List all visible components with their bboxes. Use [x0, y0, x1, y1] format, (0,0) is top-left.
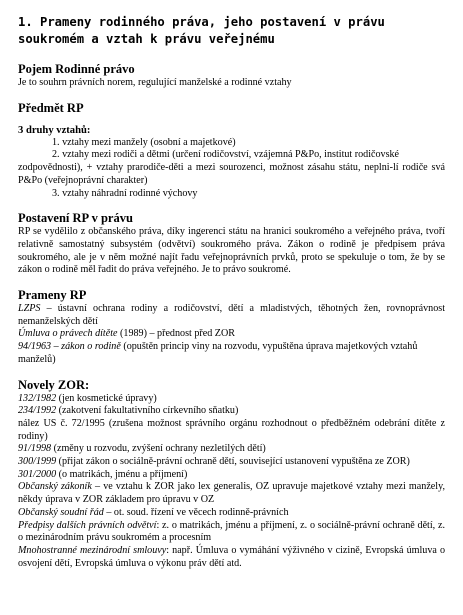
- section-heading: Pojem Rodinné právo: [18, 62, 135, 76]
- amendment-item: [18, 443, 445, 456]
- source-desc: (opuštěn princip viny na rozvodu, vypuštěna úprava majetkových vztahů manželů): [18, 341, 418, 365]
- list-item: 3. vztahy náhradní rodinné výchovy: [52, 187, 198, 199]
- amendment-desc: (přijat zákon o sociálně-právní ochraně dětí, související ustanovení vypuštěna ze ZOR): [56, 456, 410, 468]
- source-name: LZPS: [18, 303, 41, 315]
- section-prameny: [18, 287, 445, 367]
- amendment-item: [18, 520, 445, 545]
- subheading: 3 druhy vztahů:: [18, 124, 91, 136]
- section-heading: Novely ZOR:: [18, 377, 90, 392]
- source-name: Úmluva o právech dítěte: [18, 328, 118, 340]
- amendment-item: [18, 481, 445, 506]
- paragraph: RP se vydělilo z občanského práva, díky ingerenci státu na hranici soukromého a veřejného práva, tvoří relativně samostatný subsystém (odvětví) soukromého práva. Zákon o rodině je předpisem práva soukromého, ale je v něm možné najít řadu veřejnoprávních prvků, proto se spekuluje o tom, že by se zákon o rodině měl řadit do práva veřejného. Je to právo soukromé.: [18, 226, 445, 276]
- amendment-desc: (o matrikách, jménu a příjmení): [56, 468, 188, 480]
- amendment-item: [18, 469, 445, 482]
- amendment-item: [18, 456, 445, 469]
- amendment-item: [18, 393, 445, 406]
- section-heading: Předmět RP: [18, 100, 84, 115]
- source-item: [18, 328, 445, 341]
- section-pojem: [18, 61, 445, 90]
- source-item: [18, 341, 445, 366]
- source-desc: (1989) – přednost před ZOR: [117, 328, 235, 340]
- list-item: 2. vztahy mezi rodiči a dětmi (určení rodičovství, vzájemná P&Po, institut rodičovské: [52, 149, 400, 161]
- section-novely: [18, 377, 445, 571]
- paragraph: Je to souhrn právních norem, regulující manželské a rodinné vztahy: [18, 77, 292, 88]
- document-title: 1. Prameny rodinného práva, jeho postavení v právu soukromém a vztah k právu veřejnému: [18, 15, 385, 46]
- source-name: 94/1963 – zákon o rodině: [18, 341, 121, 353]
- amendment-item: [18, 405, 445, 418]
- amendment-item: [18, 545, 445, 570]
- amendment-desc: : z. o matrikách, jménu a příjmení, z. o sociálně-právní ochraně dětí, z. o mezinárodním právu soukromém a procesním: [18, 519, 445, 544]
- source-item: [18, 303, 445, 328]
- amendment-number: 301/2000: [18, 468, 57, 480]
- amendment-item: nález US č. 72/1995 (zrušena možnost správního orgánu rozhodnout o předběžném odebrání dítěte z rodiny): [18, 417, 445, 442]
- amendment-number: 132/1982: [18, 392, 57, 404]
- list-item: 1. vztahy mezi manžely (osobní a majetkové): [52, 136, 236, 148]
- amendment-item: [18, 507, 445, 520]
- amendment-number: Předpisy dalších právních odvětví: [18, 519, 157, 531]
- amendment-desc: (zakotvení fakultativního církevního sňatku): [56, 405, 239, 417]
- section-heading: Prameny RP: [18, 288, 87, 303]
- amendment-number: 91/1998: [18, 443, 52, 455]
- amendment-number: Mnohostranné mezinárodní smlouvy: [18, 544, 167, 556]
- amendment-number: 234/1992: [18, 405, 57, 417]
- amendment-desc: (změny u rozvodu, zvýšení ochrany nezletilých dětí): [51, 443, 266, 455]
- section-heading: Postavení RP v právu: [18, 211, 133, 226]
- list-item-continuation: zodpovědnosti), + vztahy prarodiče-děti a mezi sourozenci, možnost zásahu státu, neplni-lí rodiče svá P&Po (veřejnoprávní charakter): [18, 162, 445, 186]
- section-predmet: [18, 100, 445, 201]
- amendment-number: 300/1999: [18, 456, 57, 468]
- amendment-desc: : např. Úmluva o vymáhání výživného v cizině, Evropská úmluva o osvojení dětí, Evropská úmluva o výkonu práv dětí atd.: [18, 544, 446, 569]
- amendment-desc: – ot. soud. řízení ve věcech rodinně-právních: [103, 506, 289, 518]
- section-postaveni: [18, 210, 445, 277]
- amendment-desc: (jen kosmetické úpravy): [56, 392, 157, 404]
- amendment-number: Občanský zákoník: [18, 481, 92, 493]
- amendment-desc: – ve vztahu k ZOR jako lex generalis, OZ upravuje majetkové vztahy mezi manžely, někdy úprava v ZOR základem pro úpravu v OZ: [18, 481, 445, 506]
- amendment-number: Občanský soudní řád: [18, 506, 104, 518]
- source-desc: – ústavní ochrana rodiny a rodičovství, dětí a mladistvých, těhotných žen, rovnoprávnost nemanželských dětí: [18, 303, 445, 327]
